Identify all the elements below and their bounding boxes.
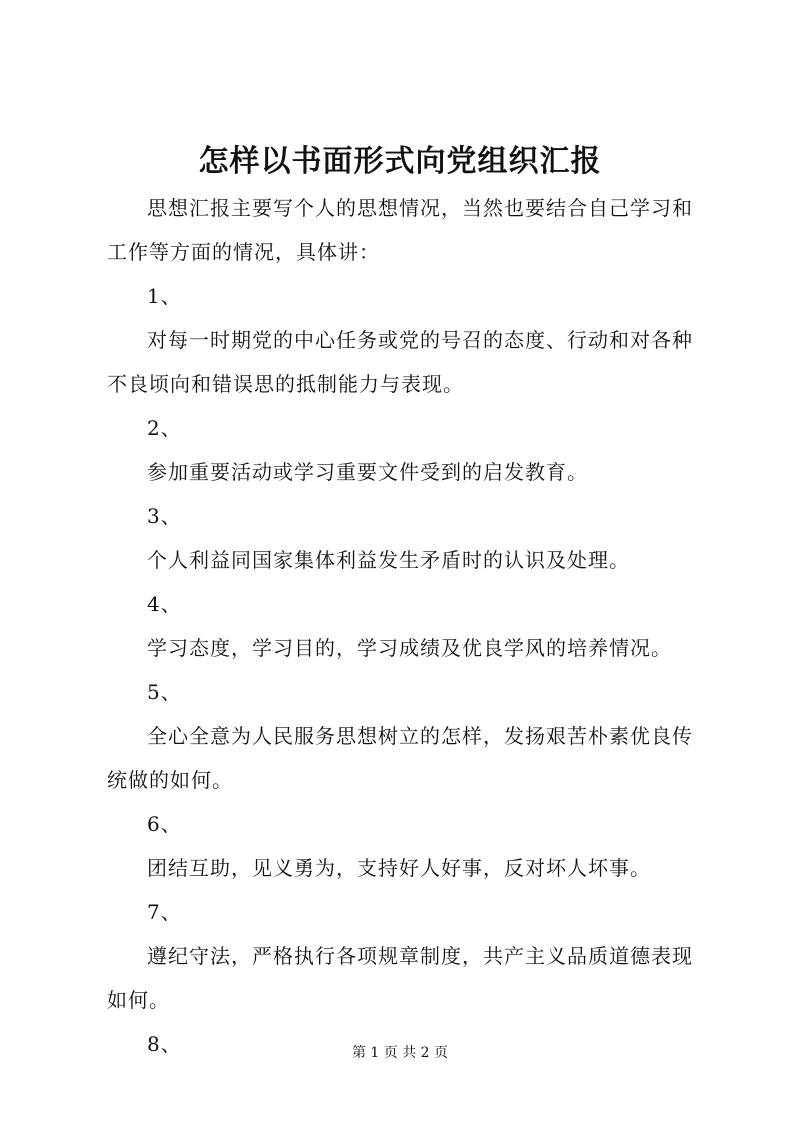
list-item-2: 参加重要活动或学习重要文件受到的启发教育。: [147, 460, 588, 484]
list-item-4: 学习态度，学习目的，学习成绩及优良学风的培养情况。: [147, 636, 672, 660]
list-number-6: 6、: [147, 812, 182, 836]
list-number-2: 2、: [147, 416, 182, 440]
list-number-8: 8、: [147, 1032, 182, 1056]
document-body: [107, 186, 707, 1066]
list-item-1: 对每一时期党的中心任务或党的号召的态度、行动和对各种不良顷向和错误思的抵制能力与表现。: [107, 328, 693, 396]
list-item-3: 个人利益同国家集体利益发生矛盾时的认识及处理。: [147, 548, 630, 572]
list-number-3: 3、: [147, 504, 182, 528]
paragraph-intro: 思想汇报主要写个人的思想情况，当然也要结合自己学习和工作等方面的情况，具体讲：: [107, 196, 693, 264]
list-number-4: 4、: [147, 592, 182, 616]
list-item-6: 团结互助，见义勇为，支持好人好事，反对坏人坏事。: [147, 856, 651, 880]
list-number-7: 7、: [147, 900, 182, 924]
list-number-5: 5、: [147, 680, 182, 704]
list-number-1: 1、: [147, 284, 182, 308]
list-item-5: 全心全意为人民服务思想树立的怎样，发扬艰苦朴素优良传统做的如何。: [107, 724, 693, 792]
document-title: 怎样以书面形式向党组织汇报: [198, 144, 602, 179]
page-number-footer: 第 1 页 共 2 页: [351, 1045, 449, 1061]
list-item-7: 遵纪守法，严格执行各项规章制度，共产主义品质道德表现如何。: [107, 944, 693, 1012]
